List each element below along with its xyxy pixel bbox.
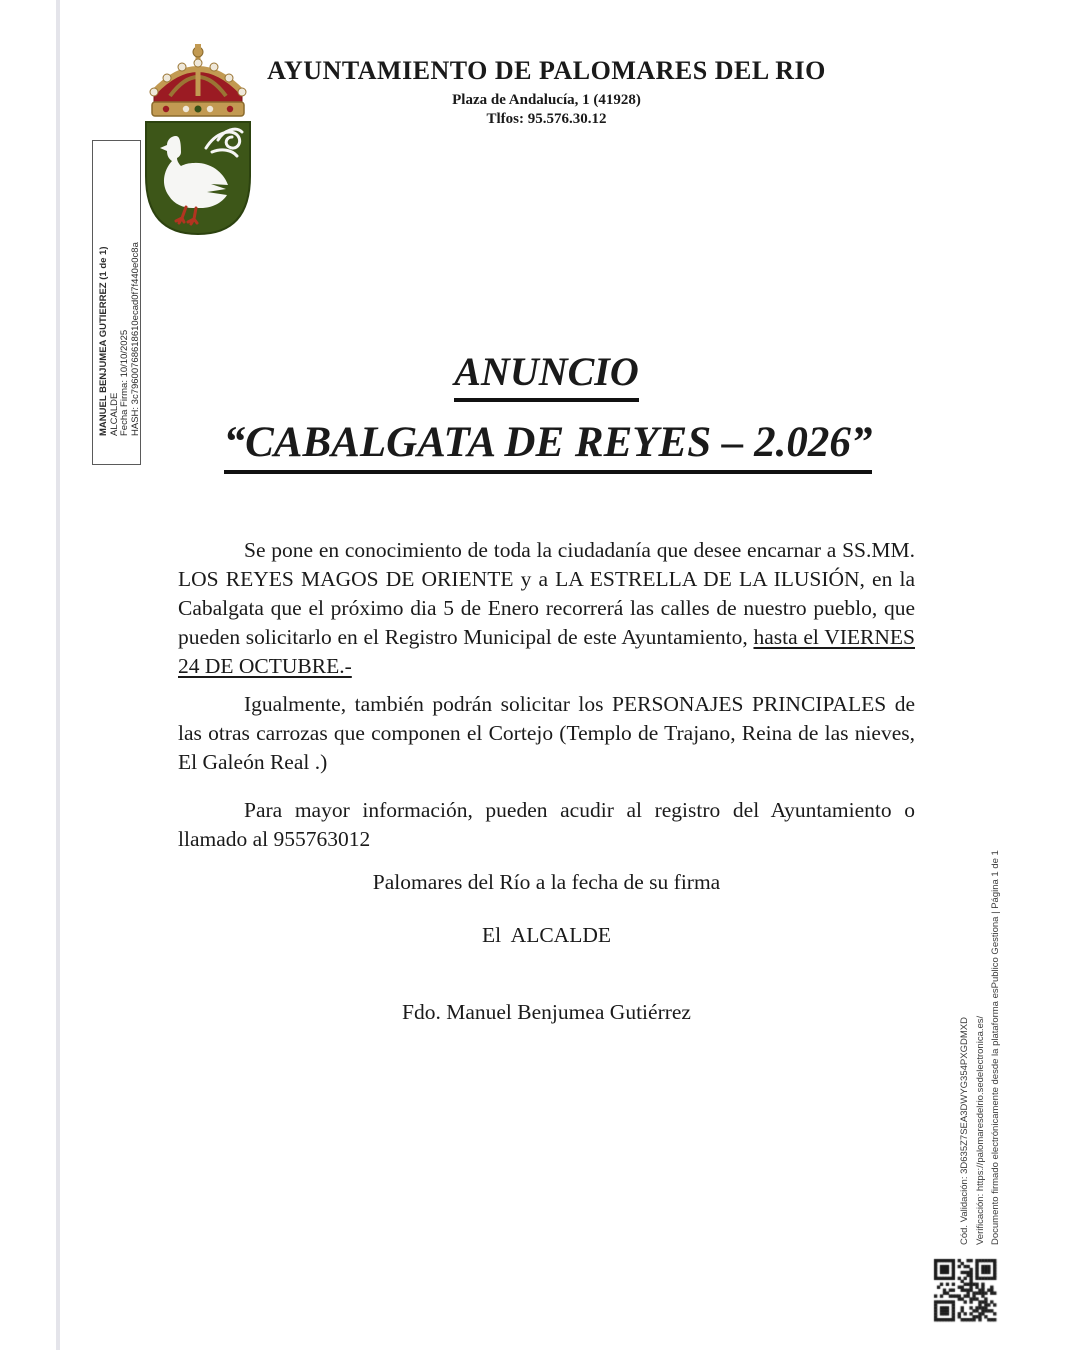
paragraph-more-info: Para mayor información, pueden acudir al registro del Ayuntamiento o llamado al 955763012: [178, 798, 915, 851]
stamp-signer-role: ALCALDE: [108, 392, 120, 436]
document-header: [178, 56, 915, 128]
verification-url: Verificación: https://palomaresdelrio.sedelectronica.es/: [974, 1015, 986, 1245]
paragraph-secondary-characters: Igualmente, también podrán solicitar los PERSONAJES PRINCIPALES de las otras carrozas que componen el Cortejo (Templo de Trajano, Reina de las nieves, El Galeón Real .): [178, 692, 915, 774]
organization-name: AYUNTAMIENTO DE PALOMARES DEL RIO: [267, 56, 826, 85]
dove-shield-icon: [146, 122, 250, 234]
stamp-sign-date: Fecha Firma: 10/10/2025: [119, 329, 130, 436]
deadline-underlined-text: hasta el VIERNES 24 DE OCTUBRE.-: [178, 625, 915, 678]
page-edge-line: [56, 0, 60, 1350]
validation-code: Cód. Validación: 3D635Z7SEA3DWYG354PXGDMXD: [959, 1017, 970, 1245]
organization-phone: Tlfos: 95.576.30.12: [486, 111, 607, 127]
place-and-date-line: Palomares del Río a la fecha de su firma: [372, 870, 721, 894]
stamp-signer-name: MANUEL BENJUMEA GUTIERREZ (1 de 1): [98, 246, 109, 436]
document-subtitle-text: “CABALGATA DE REYES – 2.026”: [224, 418, 873, 474]
qr-code: [931, 1256, 999, 1324]
platform-note: Documento firmado electrónicamente desde la plataforma esPublico Gestiona | Página 1 de 1: [990, 850, 1001, 1245]
organization-address: Plaza de Andalucía, 1 (41928): [452, 92, 641, 108]
signature-name-line: Fdo. Manuel Benjumea Gutiérrez: [402, 1000, 691, 1024]
paragraph-announcement-text: Se pone en conocimiento de toda la ciudadanía que desee encarnar a SS.MM. LOS REYES MAGOS DE ORIENTE y a LA ESTRELLA DE LA ILUSIÓN, en la Cabalgata que el próximo dia 5 de Enero recorrerá las calles de nuestro pueblo, que pueden solicitarlo en el Registro Municipal de este Ayuntamiento,: [178, 538, 915, 649]
signature-stamp-text: [99, 146, 141, 436]
document-subtitle: [148, 418, 948, 474]
validation-stamp-text: [957, 833, 1004, 1245]
document-title: [178, 348, 915, 402]
document-title-text: ANUNCIO: [454, 348, 638, 402]
paragraph-announcement: [178, 536, 915, 681]
signer-role-line: El ALCALDE: [482, 923, 611, 947]
stamp-hash: HASH: 3c79600768618610ecad0f7f440e0c8a: [129, 242, 141, 436]
